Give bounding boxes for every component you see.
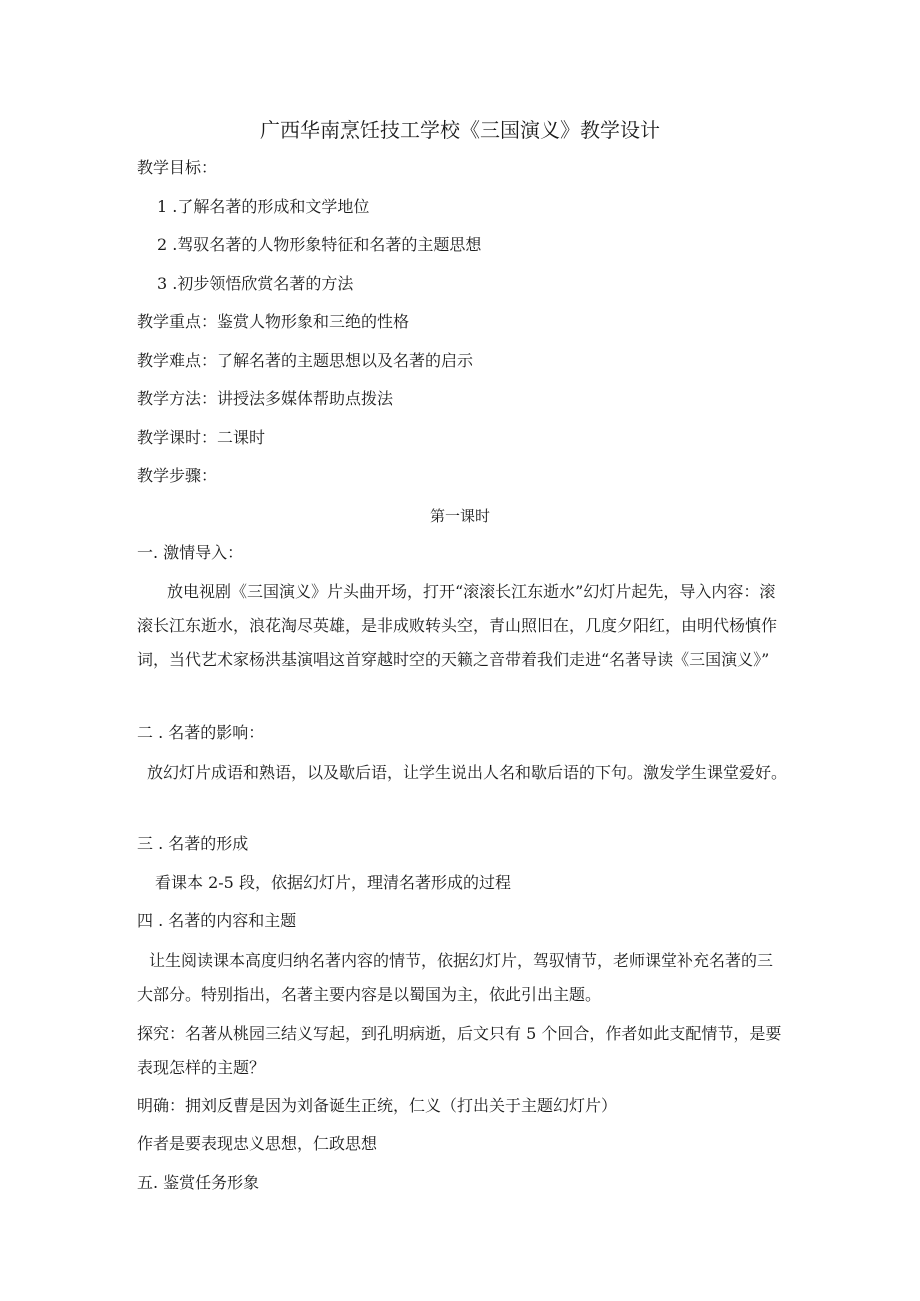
section-paragraph: 看课本 2-5 段，依据幻灯片，理清名著形成的过程 xyxy=(155,873,511,892)
key-points: 教学重点：鉴赏人物形象和三绝的性格 xyxy=(137,312,410,331)
section-heading: 二 . 名著的影响： xyxy=(137,723,265,742)
class-hours: 教学课时：二课时 xyxy=(137,428,266,447)
objectives-label: 教学目标： xyxy=(137,158,218,177)
section-paragraph: 放电视剧《三国演义》片头曲开场，打开“滚滚长江东逝水”幻灯片起先，导入内容：滚滚长江东逝水，浪花淘尽英雄，是非成败转头空，青山照旧在，几度夕阳红，由明代杨慎作词，当代艺术家杨洪基演唱这首穿越时空的天籁之音带着我们走进“名著导读《三国演义》” xyxy=(137,582,778,669)
steps-label: 教学步骤： xyxy=(137,466,218,485)
section-heading: 五. 鉴赏任务形象 xyxy=(137,1173,260,1192)
section-heading: 四 . 名著的内容和主题 xyxy=(137,911,297,930)
objective-item: 1 .了解名著的形成和文学地位 xyxy=(157,197,370,216)
objective-item: 3 .初步领悟欣赏名著的方法 xyxy=(157,274,354,293)
section-heading: 一. 激情导入： xyxy=(137,543,244,562)
clarify-paragraph: 明确：拥刘反曹是因为刘备诞生正统，仁义（打出关于主题幻灯片） xyxy=(137,1096,618,1115)
author-paragraph: 作者是要表现忠义思想，仁政思想 xyxy=(137,1134,378,1153)
section-paragraph: 让生阅读课本高度归纳名著内容的情节，依据幻灯片，驾驭情节，老师课堂补充名著的三大部分。特别指出，名著主要内容是以蜀国为主，依此引出主题。 xyxy=(137,951,774,1004)
explore-paragraph: 探究：名著从桃园三结义写起，到孔明病逝，后文只有 5 个回合，作者如此支配情节，是要表现怎样的主题？ xyxy=(137,1024,782,1077)
objective-item: 2 .驾驭名著的人物形象特征和名著的主题思想 xyxy=(157,235,482,254)
teaching-methods: 教学方法：讲授法多媒体帮助点拨法 xyxy=(137,389,394,408)
document-title: 广西华南烹饪技工学校《三国演义》教学设计 xyxy=(260,118,660,142)
lesson-heading: 第一课时 xyxy=(429,507,490,525)
difficult-points: 教学难点：了解名著的主题思想以及名著的启示 xyxy=(137,351,474,370)
section-heading: 三 . 名著的形成 xyxy=(137,834,249,853)
section-paragraph: 放幻灯片成语和熟语，以及歇后语，让学生说出人名和歇后语的下句。激发学生课堂爱好。 xyxy=(147,763,788,782)
